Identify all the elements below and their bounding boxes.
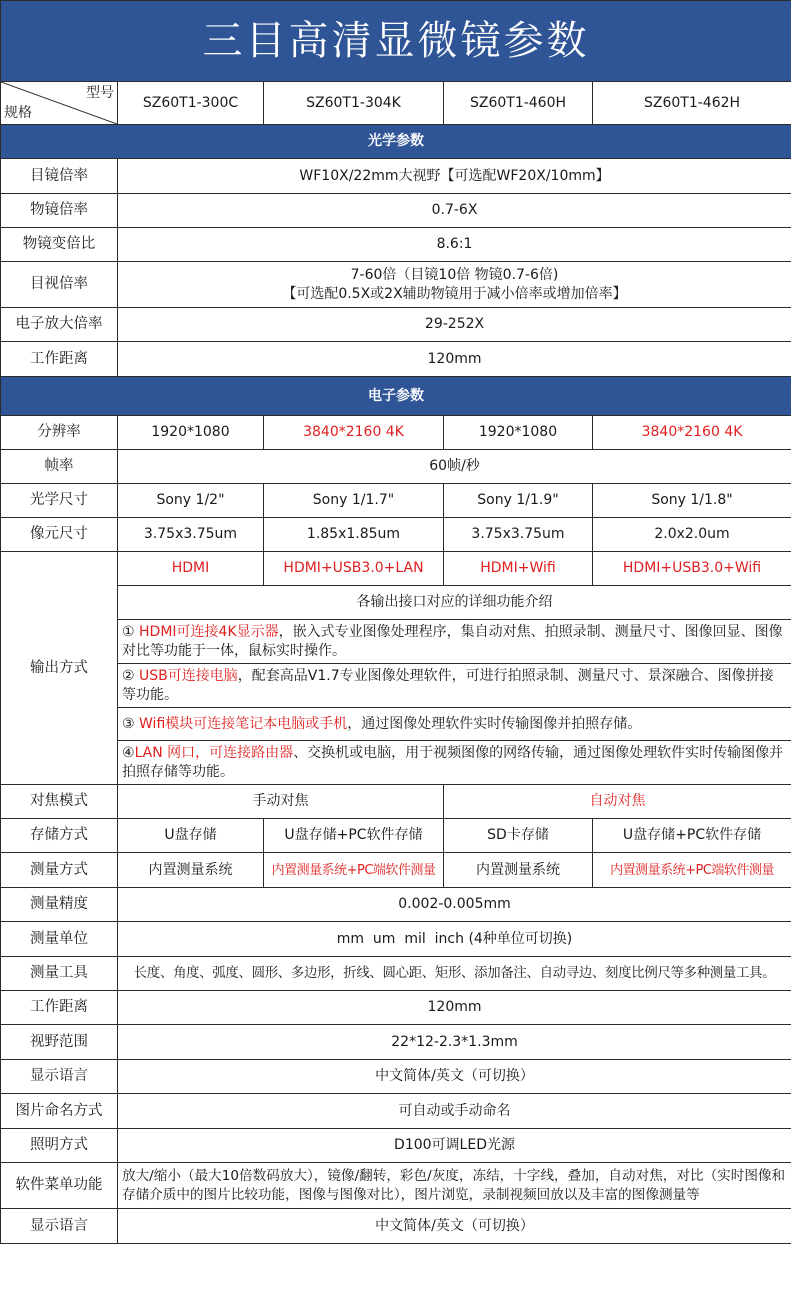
item-text: ，通过图像处理软件实时传输图像并拍照存储。 xyxy=(347,715,642,732)
output-detail-item xyxy=(118,708,791,741)
row-value: 放大/缩小（最大10倍数码放大），镜像/翻转，彩色/灰度，冻结，十字线，叠加，自动对焦，对比（实时图像和存储介质中的图片比较功能，图像与图像对比），图片浏览，录制视频回放以及丰富的图像测量等 xyxy=(118,1163,791,1209)
pixel-size-value: 3.75x3.75um xyxy=(118,518,264,552)
focus-mode-auto: 自动对焦 xyxy=(444,785,791,819)
row-label: 显示语言 xyxy=(1,1060,118,1094)
row-value: 中文简体/英文（可切换） xyxy=(118,1209,791,1244)
section-title-optical: 光学参数 xyxy=(1,125,791,159)
storage-value: U盘存储 xyxy=(118,819,264,853)
output-value: HDMI+Wifi xyxy=(444,552,593,586)
sensor-size-value: Sony 1/1.8" xyxy=(593,484,791,518)
item-highlight: LAN 网口，可连接路由器 xyxy=(134,744,294,761)
row-label: 物镜倍率 xyxy=(1,194,118,228)
model-name: SZ60T1-300C xyxy=(118,82,264,125)
pixel-size-value: 2.0x2.0um xyxy=(593,518,791,552)
sensor-size-value: Sony 1/1.9" xyxy=(444,484,593,518)
measure-method-value: 内置测量系统 xyxy=(118,853,264,888)
output-detail-item xyxy=(118,664,791,708)
output-detail-title: 各输出接口对应的详细功能介绍 xyxy=(118,586,791,620)
output-value: HDMI+USB3.0+LAN xyxy=(264,552,444,586)
row-value-line: 7-60倍（目镜10倍 物镜0.7-6倍) xyxy=(350,266,559,283)
row-label: 帧率 xyxy=(1,450,118,484)
measure-method-value: 内置测量系统 xyxy=(444,853,593,888)
resolution-value: 1920*1080 xyxy=(444,416,593,450)
row-label: 分辨率 xyxy=(1,416,118,450)
model-name: SZ60T1-460H xyxy=(444,82,593,125)
item-number: ① xyxy=(122,623,140,640)
row-value: 120mm xyxy=(118,342,791,377)
row-value: 长度、角度、弧度、圆形、多边形，折线、圆心距、矩形、添加备注、自动寻边、刻度比例尺等多种测量工具。 xyxy=(118,957,791,991)
row-value: 22*12-2.3*1.3mm xyxy=(118,1025,791,1060)
measure-method-value: 内置测量系统+PC端软件测量 xyxy=(593,853,791,888)
item-text: 、交换机或电脑，用于视频图像的网络传输，通过图像处理软件实时传输图像并拍照存储等功能。 xyxy=(122,744,784,780)
row-label: 输出方式 xyxy=(1,552,118,785)
row-label: 像元尺寸 xyxy=(1,518,118,552)
row-value-line: 【可选配0.5X或2X辅助物镜用于减小倍率或增加倍率】 xyxy=(282,285,627,302)
storage-value: U盘存储+PC软件存储 xyxy=(593,819,791,853)
focus-mode-manual: 手动对焦 xyxy=(118,785,444,819)
item-highlight: HDMI可连接4K显示器 xyxy=(139,623,279,640)
row-label: 测量单位 xyxy=(1,922,118,957)
row-value: 中文简体/英文（可切换） xyxy=(118,1060,791,1094)
item-number: ② xyxy=(122,667,140,684)
row-label: 视野范围 xyxy=(1,1025,118,1060)
pixel-size-value: 3.75x3.75um xyxy=(444,518,593,552)
item-highlight: USB可连接电脑 xyxy=(139,667,238,684)
row-value: 29-252X xyxy=(118,308,791,342)
row-label: 工作距离 xyxy=(1,342,118,377)
model-header-label: 型号 xyxy=(86,85,114,101)
model-name: SZ60T1-462H xyxy=(593,82,791,125)
row-label: 图片命名方式 xyxy=(1,1094,118,1129)
output-value: HDMI xyxy=(118,552,264,586)
pixel-size-value: 1.85x1.85um xyxy=(264,518,444,552)
row-value: 可自动或手动命名 xyxy=(118,1094,791,1129)
item-text: ，配套高品V1.7专业图像处理软件，可进行拍照录制、测量尺寸、景深融合、图像拼接等功能。 xyxy=(122,667,774,703)
output-detail-item xyxy=(118,620,791,664)
section-title-electronic: 电子参数 xyxy=(1,377,791,416)
row-value: 120mm xyxy=(118,991,791,1025)
spec-header-label: 规格 xyxy=(4,105,32,121)
resolution-value: 3840*2160 4K xyxy=(264,416,444,450)
row-label: 照明方式 xyxy=(1,1129,118,1163)
row-label: 存储方式 xyxy=(1,819,118,853)
resolution-value: 3840*2160 4K xyxy=(593,416,791,450)
item-highlight: Wifi模块可连接笔记本电脑或手机 xyxy=(139,715,348,732)
row-label: 目镜倍率 xyxy=(1,159,118,194)
row-label: 软件菜单功能 xyxy=(1,1163,118,1209)
row-label: 测量方式 xyxy=(1,853,118,888)
sensor-size-value: Sony 1/1.7" xyxy=(264,484,444,518)
output-detail-item xyxy=(118,741,791,785)
page-title: 三目高清显微镜参数 xyxy=(1,1,791,82)
row-value: 8.6:1 xyxy=(118,228,791,262)
row-value: mm um mil inch (4种单位可切换) xyxy=(118,922,791,957)
row-label: 目视倍率 xyxy=(1,262,118,308)
storage-value: SD卡存储 xyxy=(444,819,593,853)
row-label: 测量工具 xyxy=(1,957,118,991)
row-label: 显示语言 xyxy=(1,1209,118,1244)
row-value: D100可调LED光源 xyxy=(118,1129,791,1163)
row-value: 60帧/秒 xyxy=(118,450,791,484)
item-number: ③ xyxy=(122,715,140,732)
model-name: SZ60T1-304K xyxy=(264,82,444,125)
sensor-size-value: Sony 1/2" xyxy=(118,484,264,518)
row-label: 物镜变倍比 xyxy=(1,228,118,262)
row-label: 工作距离 xyxy=(1,991,118,1025)
row-label: 电子放大倍率 xyxy=(1,308,118,342)
resolution-value: 1920*1080 xyxy=(118,416,264,450)
row-value-multiline xyxy=(118,262,791,308)
row-value: 0.7-6X xyxy=(118,194,791,228)
item-number: ④ xyxy=(122,744,135,761)
measure-method-value: 内置测量系统+PC端软件测量 xyxy=(264,853,444,888)
row-value: 0.002-0.005mm xyxy=(118,888,791,922)
row-label: 光学尺寸 xyxy=(1,484,118,518)
storage-value: U盘存储+PC软件存储 xyxy=(264,819,444,853)
output-value: HDMI+USB3.0+Wifi xyxy=(593,552,791,586)
row-label: 测量精度 xyxy=(1,888,118,922)
corner-header-cell xyxy=(1,82,118,125)
row-value: WF10X/22mm大视野【可选配WF20X/10mm】 xyxy=(118,159,791,194)
item-text: ，嵌入式专业图像处理程序，集自动对焦、拍照录制、测量尺寸、图像回显、图像对比等功能于一体，鼠标实时操作。 xyxy=(122,623,783,659)
row-label: 对焦模式 xyxy=(1,785,118,819)
